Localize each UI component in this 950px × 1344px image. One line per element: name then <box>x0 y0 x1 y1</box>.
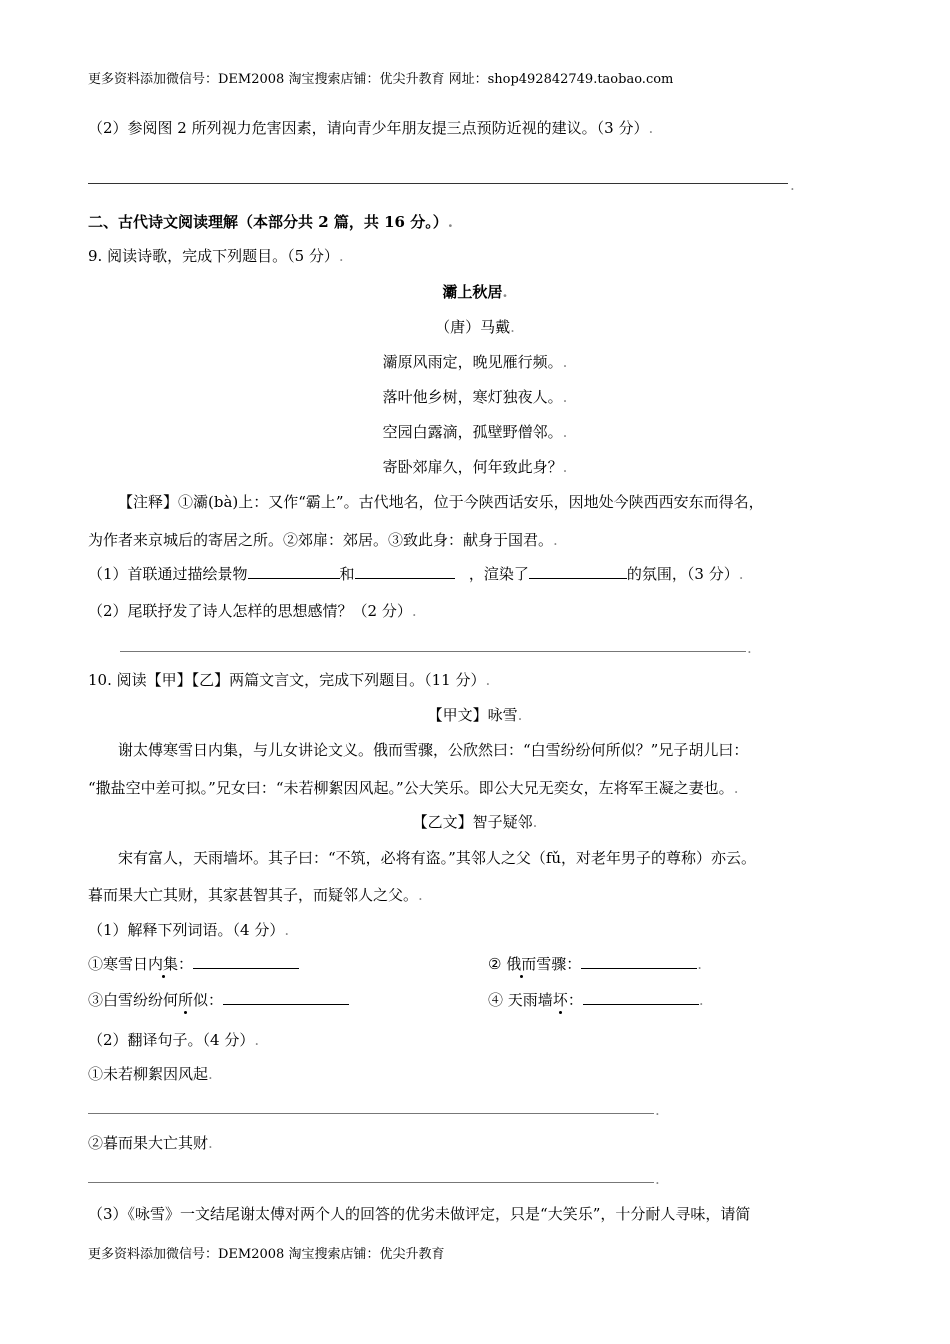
section-2-title: 二、古代诗文阅读理解（本部分共 2 篇，共 16 分。）. <box>88 213 453 231</box>
poem-line: 空园白露滴，孤壁野僧邻。. <box>382 423 568 441</box>
page-header: 更多资料添加微信号：DEM2008 淘宝搜索店铺：优尖升教育 网址：shop492842749.taobao.com <box>88 72 674 87</box>
question-10-intro: 10. 阅读【甲】【乙】两篇文言文，完成下列题目。（11 分）. <box>88 671 491 689</box>
vocab-item-3: ③白雪纷纷何所似： <box>88 990 349 1010</box>
poem-line: 落叶他乡树，寒灯独夜人。. <box>382 388 568 406</box>
poem-title: 灞上秋居. <box>442 283 508 301</box>
question-8-2-text: （2）参阅图 2 所列视力危害因素，请向青少年朋友提三点预防近视的建议。（3 分） <box>88 119 649 137</box>
jia-title: 【甲文】咏雪. <box>427 706 523 724</box>
yi-title: 【乙文】智子疑邻. <box>412 813 538 831</box>
question-10-3: （3）《咏雪》一文结尾谢太傅对两个人的回答的优劣未做评定，只是“大笑乐”，十分耐人寻味，请简 <box>88 1205 751 1223</box>
yi-text-line-1: 宋有富人，天雨墙坏。其子曰：“不筑，必将有盗。”其邻人之父（fǔ，对老年男子的尊称）亦云。 <box>118 849 757 867</box>
jia-text-line-1: 谢太傅寒雪日内集，与儿女讲论文义。俄而雪骤，公欣然曰：“白雪纷纷何所似？”兄子胡儿曰： <box>118 741 749 759</box>
vocab-item-1: ①寒雪日内集： <box>88 954 299 974</box>
question-10-2: （2）翻译句子。（4 分）. <box>88 1031 260 1049</box>
vocab-answer-1[interactable] <box>193 954 299 969</box>
question-9-1: （1）首联通过描绘景物 和 ，渲染了 的氛围，（3 分）. <box>88 565 744 583</box>
question-10-1: （1）解释下列词语。（4 分）. <box>88 921 290 939</box>
poem-note-line-2: 为作者来京城后的寄居之所。②郊扉：郊居。③致此身：献身于国君。. <box>88 531 558 549</box>
poem-line: 寄卧郊扉久，何年致此身？. <box>382 458 568 476</box>
vocab-answer-3[interactable] <box>223 990 349 1005</box>
page-footer: 更多资料添加微信号：DEM2008 淘宝搜索店铺：优尖升教育 <box>88 1247 445 1262</box>
vocab-item-4: ④ 天雨墙坏： . <box>488 991 704 1009</box>
yi-text-line-2: 暮而果大亡其财，其家甚智其子，而疑邻人之父。. <box>88 886 423 904</box>
vocab-item-2: ② 俄而雪骤： . <box>488 955 703 973</box>
vocab-answer-4[interactable] <box>583 990 699 1005</box>
jia-text-line-2: “撒盐空中差可拟。”兄女曰：“未若柳絮因风起。”公大笑乐。即公大兄无奕女，左将军王凝之妻也。. <box>88 779 739 797</box>
blank-scenery-1[interactable] <box>248 564 340 579</box>
poem-line: 灞原风雨定，晚见雁行频。. <box>382 353 568 371</box>
question-9-2: （2）尾联抒发了诗人怎样的思想感情？（2 分）. <box>88 602 417 620</box>
translation-sentence-2: ②暮而果大亡其财. <box>88 1134 213 1152</box>
translation-sentence-1: ①未若柳絮因风起. <box>88 1065 213 1083</box>
translation-answer-line-2[interactable] <box>88 1182 654 1183</box>
blank-scenery-2[interactable] <box>355 564 455 579</box>
question-8-2: （2）参阅图 2 所列视力危害因素，请向青少年朋友提三点预防近视的建议。（3 分）. <box>88 119 654 137</box>
poem-note-line-1: 【注释】①灞(bà)上：又作“霸上”。古代地名，位于今陕西话安乐，因地处今陕西西安东而得名， <box>118 493 764 511</box>
translation-answer-line-1[interactable] <box>88 1113 654 1114</box>
answer-line-8-2[interactable] <box>88 183 788 184</box>
poem-author: （唐）马戴. <box>435 318 515 336</box>
answer-line-9-2[interactable] <box>120 651 746 652</box>
vocab-answer-2[interactable] <box>581 954 697 969</box>
question-9-intro: 9. 阅读诗歌，完成下列题目。（5 分）. <box>88 247 344 265</box>
blank-atmosphere[interactable] <box>529 564 627 579</box>
